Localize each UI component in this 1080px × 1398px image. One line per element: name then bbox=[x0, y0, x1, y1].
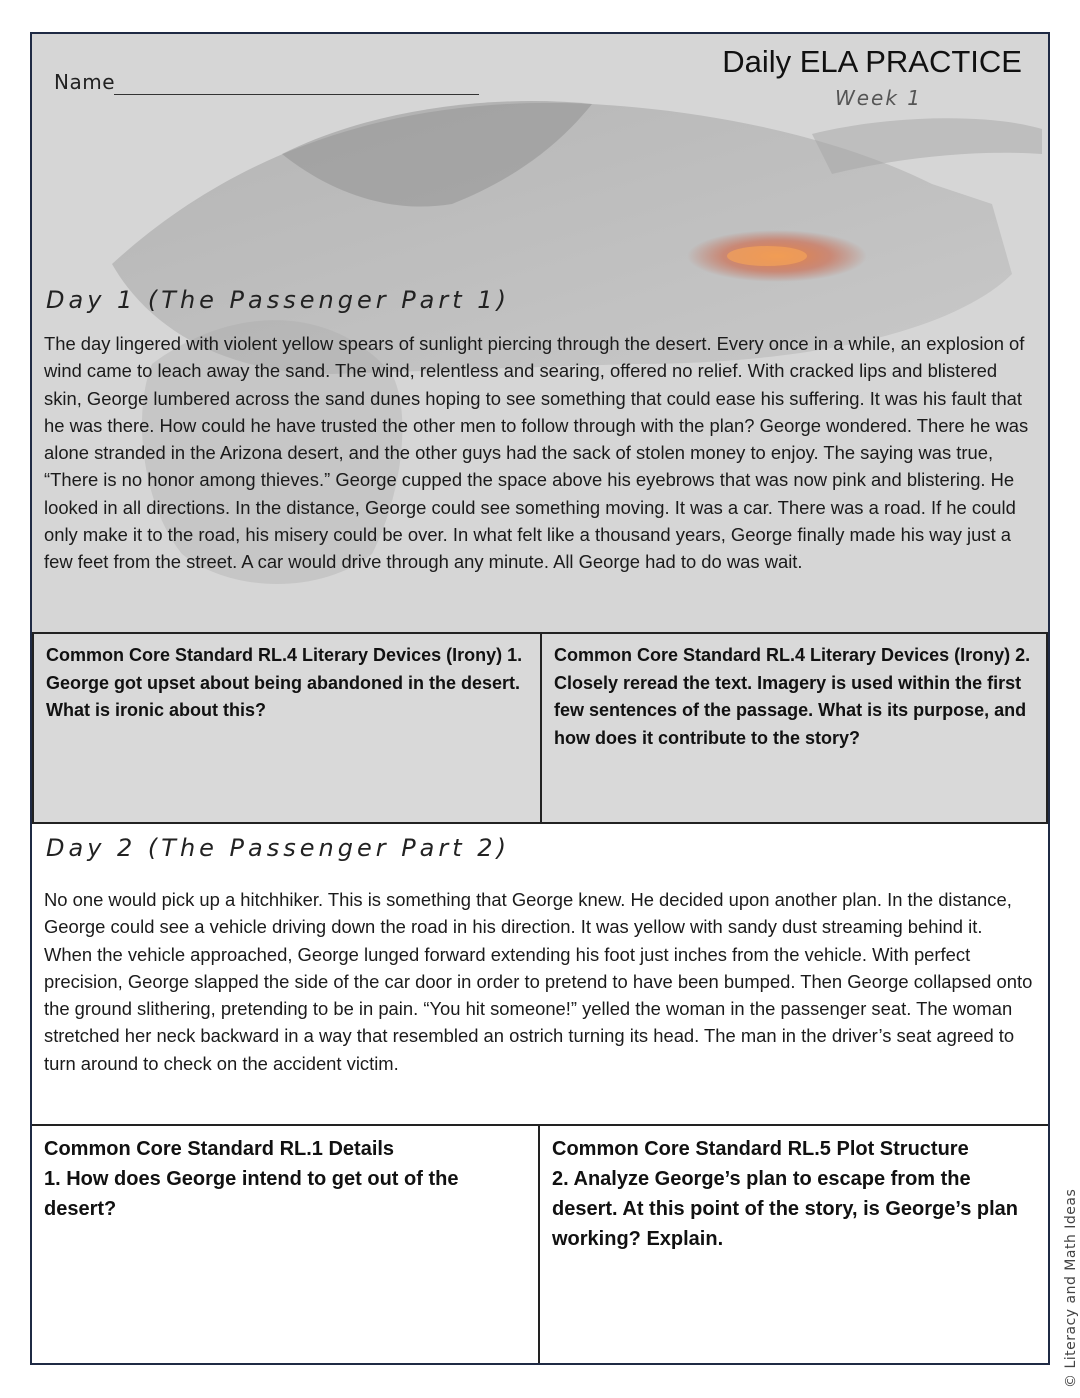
day1-questions bbox=[32, 632, 1048, 824]
day2-question-2[interactable] bbox=[540, 1126, 1048, 1363]
week-label: Week 1 bbox=[834, 86, 922, 110]
day2-questions bbox=[32, 1124, 1048, 1363]
day1-passage: The day lingered with violent yellow spears of sunlight piercing through the desert. Every once in a while, an explosion of wind came to leach away the sand. The wind, relentless and searing, offered no relief. With cracked lips and blistered skin, George lumbered across the sand dunes hoping to see something that could ease his suffering. It was his fault that he was there. How could he have trusted the other men to follow through with the plan? George wondered. There he was alone stranded in the Arizona desert, and the other guys had the sack of stolen money to enjoy. The saying was true, “There is no honor among thieves.” George cupped the space above his eyebrows that was now pink and blistering. He looked in all directions. In the distance, George could see something moving. It was a car. There was a road. If he could only make it to the road, his misery could be over. In what felt like a thousand years, George finally made his way just a few feet from the street. A car would drive through any minute. All George had to do was wait. bbox=[44, 333, 1029, 573]
day1-panel bbox=[32, 34, 1048, 632]
day2-question-2-text: 2. Analyze George’s plan to escape from the desert. At this point of the story, is George’s plan working? Explain. bbox=[552, 1168, 1018, 1250]
day2-question-1-text: 1. How does George intend to get out of the desert? bbox=[44, 1168, 459, 1220]
page-title: Daily ELA PRACTICE bbox=[722, 44, 1022, 79]
day1-heading: Day 1 (The Passenger Part 1) bbox=[46, 286, 510, 314]
day1-question-2[interactable]: Common Core Standard RL.4 Literary Devices (Irony) 2. Closely reread the text. Imagery is used within the first few sentences of the passage. What is its purpose, and how does it contribute to the story? bbox=[542, 634, 1048, 822]
day2-question-1-standard: Common Core Standard RL.1 Details bbox=[44, 1138, 395, 1160]
day2-heading: Day 2 (The Passenger Part 2) bbox=[46, 834, 510, 862]
day1-question-1[interactable]: Common Core Standard RL.4 Literary Devices (Irony) 1. George got upset about being abandoned in the desert. What is ironic about this? bbox=[32, 634, 542, 822]
worksheet bbox=[30, 32, 1050, 1365]
day2-question-2-standard: Common Core Standard RL.5 Plot Structure bbox=[552, 1138, 969, 1160]
name-field[interactable] bbox=[114, 94, 479, 95]
name-label: Name bbox=[54, 70, 116, 94]
copyright-notice: © Literacy and Math Ideas bbox=[1063, 1188, 1079, 1388]
day2-question-1[interactable] bbox=[32, 1126, 540, 1363]
day2-passage: No one would pick up a hitchhiker. This is something that George knew. He decided upon another plan. In the distance, George could see a vehicle driving down the road in his direction. It was yellow with sandy dust streaming behind it. When the vehicle approached, George lunged forward extending his foot just inches from the vehicle. With perfect precision, George slapped the side of the car door in order to pretend to have been bumped. Then George collapsed onto the ground slithering, pretending to be in pain. “You hit someone!” yelled the woman in the passenger seat. The woman stretched her neck backward in a way that resembled an ostrich turning its head. The man in the driver’s seat agreed to turn around to check on the accident victim. bbox=[44, 889, 1033, 1074]
